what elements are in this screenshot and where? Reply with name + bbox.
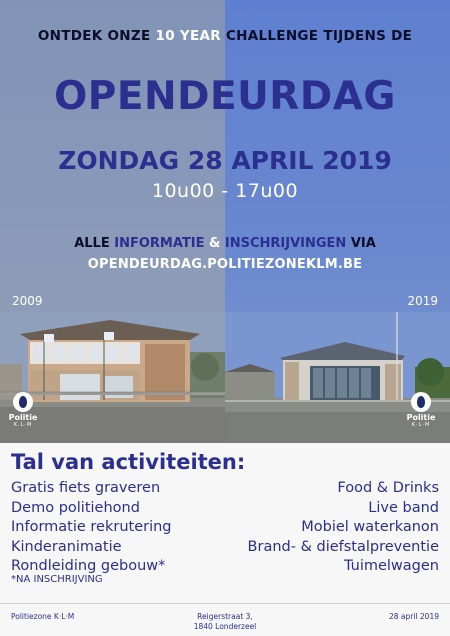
registration-note: *NA INSCHRIJVING [11, 574, 103, 585]
police-logo-left: Politie K·L·M [8, 392, 38, 428]
event-date: ZONDAG 28 APRIL 2019 [58, 146, 392, 175]
event-title: OPENDEURDAG [54, 74, 396, 119]
photo-2019-building [225, 312, 450, 443]
footer-org: Politiezone K·L·M [11, 612, 75, 621]
year-label-left: 2009 [12, 294, 43, 308]
list-item: Gratis fiets graveren [11, 480, 161, 496]
registration-url[interactable]: OPENDEURDAG.POLITIEZONEKLM.BE [87, 257, 363, 272]
event-time: 10u00 - 17u00 [151, 180, 299, 202]
list-item: Mobiel waterkanon [301, 519, 439, 535]
police-flame-icon [411, 392, 431, 412]
list-item: Demo politiehond [11, 499, 140, 516]
list-item: Informatie rekrutering [11, 519, 172, 535]
intro-highlight: 10 YEAR [155, 28, 221, 44]
footer-address: Reigerstraat 3, 1840 Londerzeel [193, 612, 257, 631]
intro-line: ONTDEK ONZE 10 YEAR CHALLENGE TIJDENS DE [37, 28, 413, 44]
police-flame-icon [13, 392, 33, 412]
year-label-right: 2019 [407, 294, 438, 308]
footer-divider [0, 603, 450, 604]
photo-2009-building [0, 312, 225, 443]
list-item: Kinderanimatie [11, 538, 122, 555]
list-item: Tuimelwagen [343, 558, 439, 574]
list-item: Live band [368, 499, 439, 516]
list-item: Rondleiding gebouw* [11, 558, 166, 574]
info-line: ALLE INFORMATIE & INSCHRIJVINGEN VIA [74, 236, 376, 251]
list-item: Food & Drinks [337, 480, 439, 496]
footer-date: 28 april 2019 [388, 612, 439, 621]
activities-list-right [248, 479, 439, 577]
activities-title: Tal van activiteiten: [11, 450, 246, 474]
activities-list-left [11, 479, 172, 577]
list-item: Brand- & diefstalpreventie [247, 538, 439, 555]
police-logo-right: Politie K·L·M [406, 392, 436, 428]
